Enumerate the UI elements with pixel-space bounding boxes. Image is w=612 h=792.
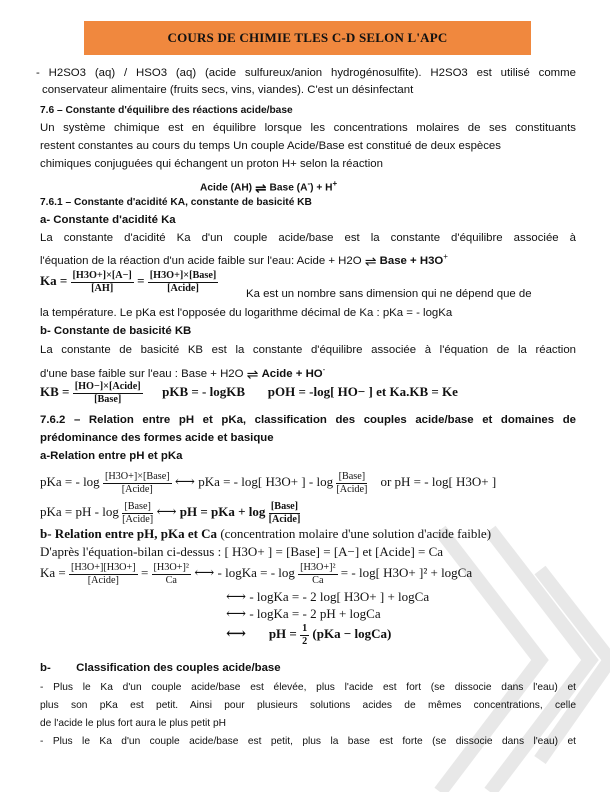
f3-r4: pH = (268, 626, 297, 641)
kb-subtitle: b- Constante de basicité KB (40, 325, 192, 337)
section-7-6-2-title-1: 7.6.2 – Relation entre pH et pKa, classification des couples acide/base et domaines de (40, 414, 576, 426)
formula-row-4 (226, 589, 429, 604)
f3-r1b: = - log[ H3O+ ]² + logCa (340, 565, 473, 580)
page-title: COURS DE CHIMIE TLES C-D SELON L'APC (167, 30, 448, 45)
ka-lhs: Ka = (40, 273, 68, 288)
equation-bilan-line: D'après l'équation-bilan ci-dessus : [ H3O+ ] = [Base] = [A−] et [Acide] = Ca (40, 544, 444, 559)
classification-line-3: de l'acide le plus fort aura le plus petit pH (40, 718, 226, 729)
double-arrow-icon: ⟷ (174, 475, 195, 491)
ka-paragraph-3 (246, 287, 532, 302)
ka-num-1: [H3O+]×[A−] (72, 269, 132, 281)
f3-num-1: [H3O+][H3O+] (71, 561, 136, 573)
classification-line-1: - Plus le Ka d'un couple acide/base est élevée, plus l'acide est fort (se dissocie dans l'eau) et (40, 682, 576, 693)
ka-paragraph-2-text: l'équation de la réaction d'un acide faible sur l'eau: Acide + H2O (40, 254, 362, 267)
ka-paragraph-1: La constante d'acidité Ka d'un couple acide/base est la constante d'équilibre associée à (40, 232, 576, 244)
eq-right-2: ) + H (310, 182, 333, 194)
double-arrow-icon: ⟷ (226, 590, 247, 606)
f1-mid: pKa = - log[ H3O+ ] - log (198, 474, 334, 489)
f3-lhs: Ka = (40, 565, 66, 580)
kb-fraction (73, 381, 143, 406)
f1-mid-fraction (336, 471, 367, 496)
ph-pka-ca-title: b- Relation entre pH, pKa et Ca (40, 526, 218, 541)
classification-title (40, 661, 281, 676)
kb-lhs: KB = (40, 384, 70, 399)
ka-paragraph-3-text: Ka est un nombre sans dimension qui ne dépend que de (246, 288, 532, 300)
equilibrium-arrow-icon: ⇌ (254, 179, 267, 196)
double-arrow-icon: ⟷ (194, 566, 215, 582)
classification-line-2: plus son pKa est petit. Ainsi pour plusieurs solutions acides de mêmes concentrations, celle (40, 700, 576, 711)
f3-r1: - logKa = - log (217, 565, 295, 580)
ka-formula: Ka = $\frac{[H3O+]\times[A-]}{[AH]}$ = $\frac{\text{[H3O+]×[Base]}}{\text{[Acide]}}$ (40, 269, 217, 294)
eq-left: Acide (AH) (200, 182, 253, 194)
f1-mid-num: [Base] (336, 471, 367, 484)
f3-r3: - logKa = - 2 pH + logCa (249, 606, 381, 621)
classification-title-text: Classification des couples acide/base (76, 662, 281, 674)
ka-num-2: [H3O+]×[Base] (149, 269, 217, 281)
intro-line-1: - H2SO3 (aq) / HSO3 (aq) (acide sulfureux/anion hydrogénosulfite). H2SO3 est utilisé comme (36, 67, 576, 79)
f3-r1-fraction (298, 562, 337, 587)
ka-paragraph-4: la température. Le pKa est l'opposée du logarithme décimal de Ka : pKa = - logKa (40, 307, 453, 319)
ka-subtitle: a- Constante d'acidité Ka (40, 214, 176, 226)
title-banner (84, 21, 531, 55)
classification-num: b- (40, 662, 51, 674)
equilibrium-arrow-icon: ⇌ (364, 252, 377, 269)
f3-fraction-2 (152, 562, 191, 587)
s76-paragraph-3: chimiques conjuguées qui échangent un proton H+ selon la réaction (40, 158, 383, 170)
ka-paragraph-2: l'équation de la réaction d'un acide faible sur l'eau: Acide + H2O ⇌ Base + H3O+ (40, 252, 448, 269)
poh-formula: pOH = -log[ HO− ] et Ka.KB = Ke (267, 384, 458, 399)
f3-fraction-1 (69, 562, 138, 587)
f1-right: or pH = - log[ H3O+ ] (380, 474, 497, 489)
f1-den: [Acide] (121, 483, 153, 495)
kb-paragraph-1: La constante de basicité KB est la constante d'équilibre associée à l'équation de la réaction (40, 344, 576, 356)
section-7-6-title: 7.6 – Constante d'équilibre des réactions acide/base (40, 105, 293, 116)
ka-paragraph-2-end: Base + H3O (379, 254, 444, 267)
f3-r2: - logKa = - 2 log[ H3O+ ] + logCa (249, 589, 430, 604)
section-7-6-2-title-2: prédominance des formes acide et basique (40, 432, 274, 444)
f2-den: [Acide] (122, 513, 154, 525)
f3-r4-den: 2 (302, 635, 308, 647)
kb-paragraph-2: d'une base faible sur l'eau : Base + H2O ⇌ Acide + HO- (40, 365, 326, 382)
watermark-logo-icon (420, 510, 610, 792)
f2-rhs-num: [Base] (269, 501, 301, 514)
f2-rhs-fraction (269, 501, 301, 526)
double-arrow-icon: ⟷ (156, 505, 177, 521)
formula-row-2 (40, 498, 300, 526)
s76-paragraph-1: Un système chimique est en équilibre lorsque les concentrations molaires de ses constituants (40, 122, 576, 134)
kb-paragraph-2-text: d'une base faible sur l'eau : Base + H2O (40, 367, 244, 380)
intro-line-2: conservateur alimentaire (fruits secs, vins, viandes). C'est un désinfectant (42, 84, 414, 96)
equilibrium-equation: Acide (AH) ⇌ Base (A-) + H+ (200, 179, 338, 196)
equilibrium-arrow-icon: ⇌ (246, 365, 259, 382)
ka-den-1: [AH] (91, 282, 114, 294)
f1-num: [H3O+]×[Base] (104, 470, 170, 482)
classification-line-4: - Plus le Ka d'un couple acide/base est petit, plus la base est forte (se dissocie dans l'eau) et (40, 736, 576, 747)
ka-fraction-2 (148, 270, 219, 295)
formula-row-6 (226, 620, 391, 648)
f3-r4-fraction (300, 623, 309, 648)
kb-paragraph-2-end: Acide + HO (261, 367, 323, 380)
pkb-formula: pKB = - logKB (162, 384, 246, 399)
ka-den-2: [Acide] (167, 282, 199, 294)
f3-r1-num: [H3O+]² (300, 561, 336, 573)
f2-lhs: pKa = pH - log (40, 504, 119, 519)
f1-fraction (103, 471, 172, 496)
eq-right: Base (A (269, 182, 308, 194)
s76-paragraph-2: restent constantes au cours du temps Un couple Acide/Base est constitué de deux espèces (40, 140, 501, 152)
f1-lhs: pKa = - log (40, 474, 100, 489)
kb-num: [HO−]×[Acide] (74, 380, 141, 392)
formula-row-1 (40, 468, 496, 496)
f3-r4-num: 1 (302, 622, 308, 634)
f2-rhs-den: [Acide] (268, 513, 301, 525)
f1-mid-den: [Acide] (336, 483, 368, 495)
f2-num: [Base] (122, 501, 153, 514)
ph-pka-ca-title-rest: (concentration molaire d'une solution d'acide faible) (217, 526, 492, 541)
f3-num-2: [H3O+]² (153, 561, 189, 573)
f3-den-2: Ca (165, 574, 177, 586)
ph-pka-subtitle: a-Relation entre pH et pKa (40, 450, 183, 462)
double-arrow-icon: ⟷ (226, 627, 247, 643)
f3-den-1: [Acide] (87, 574, 119, 586)
ka-fraction-1 (71, 270, 134, 295)
formula-row-5 (226, 606, 381, 621)
section-7-6-1-title: 7.6.1 – Constante d'acidité KA, constante de basicité KB (40, 197, 312, 208)
formula-row-3: Ka = $\frac{[H3O+][H3O+]}{\text{[Acide]}}$ = $\frac{\text{[H3O+]²}}{Ca}$ ⟷ - logKa = - log $\frac{\text{[H3O+]²}}{Ca}$ = - log[ H3O+ ]² + logCa (40, 561, 473, 586)
kb-den: [Base] (94, 393, 122, 405)
double-arrow-icon: ⟷ (226, 607, 247, 623)
f3-r4b: (pKa − logCa) (312, 626, 392, 641)
f2-fraction (122, 501, 153, 526)
f3-r1-den: Ca (312, 574, 324, 586)
kb-formula (40, 378, 458, 406)
ph-pka-ca-subtitle (40, 526, 491, 541)
f2-rhs: pH = pKa + log (179, 504, 266, 519)
